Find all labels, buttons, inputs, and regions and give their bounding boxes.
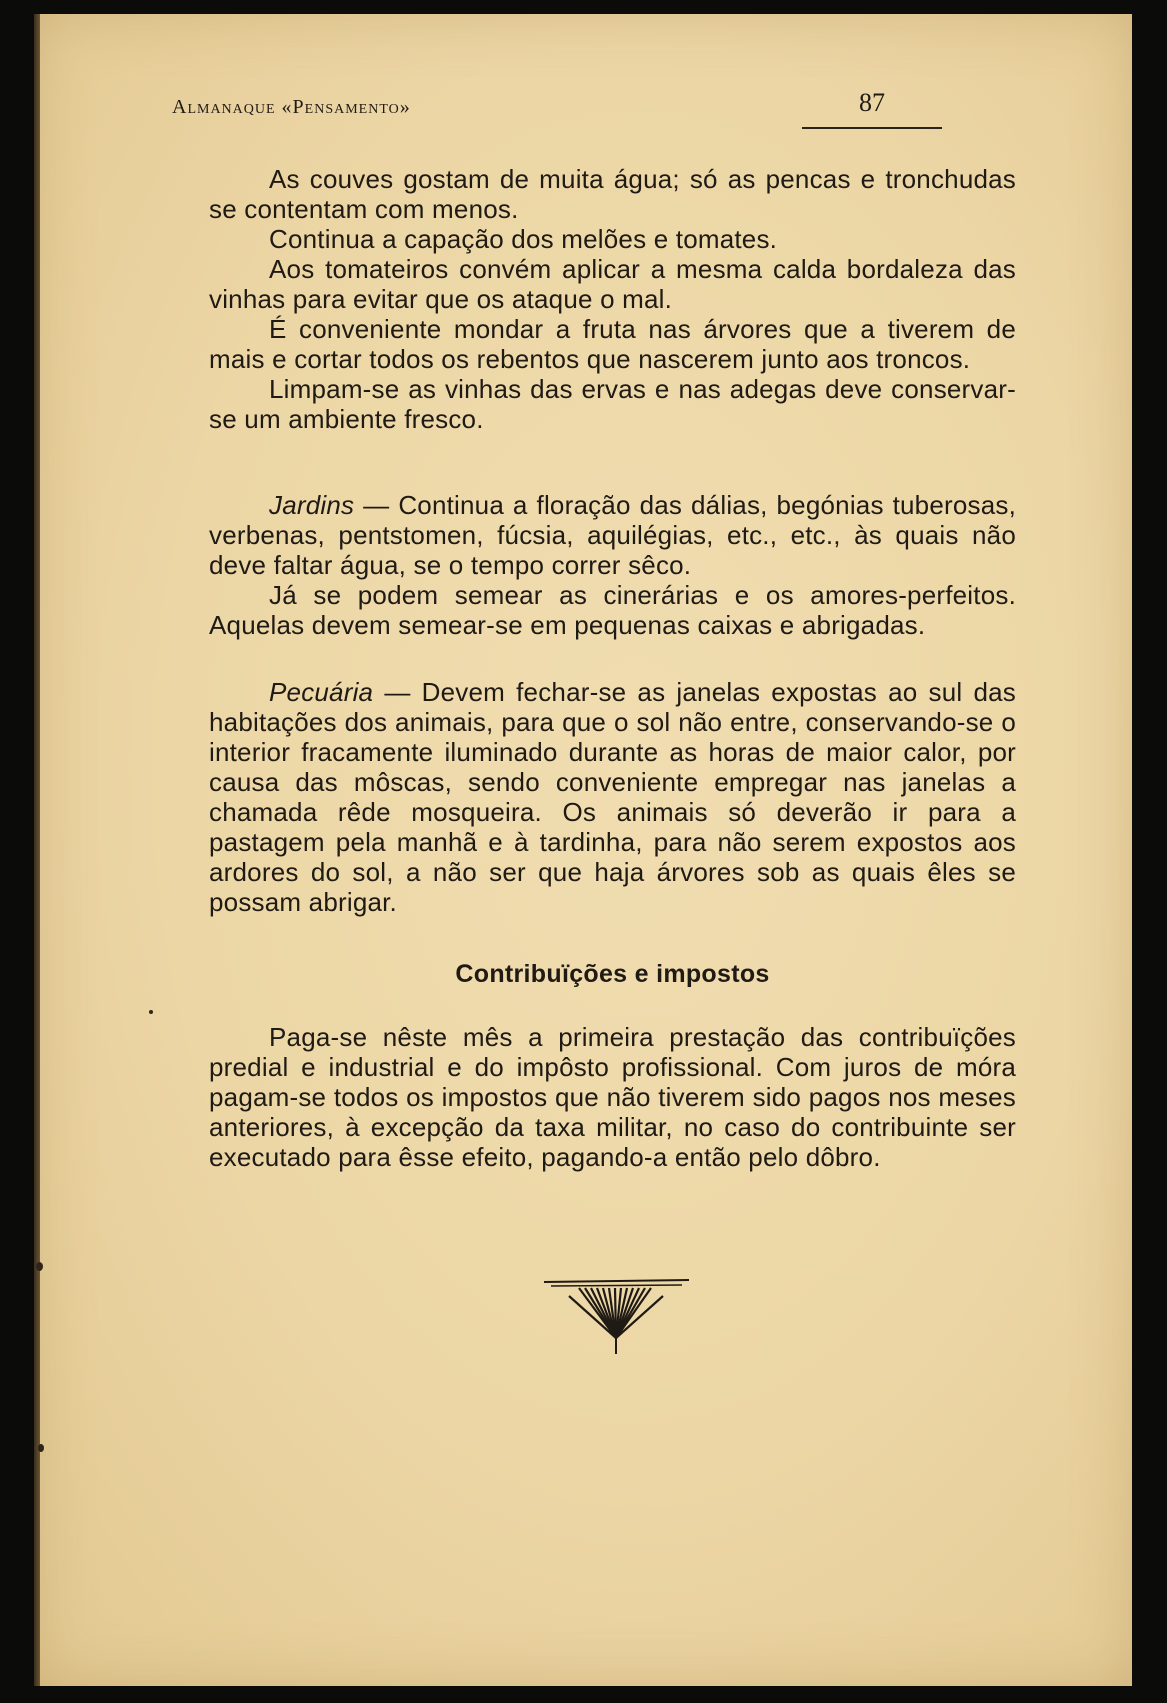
paragraph-mondar: É conveniente mondar a fruta nas árvores que a tiverem de mais e cortar todos os rebentos que nascerem junto aos troncos. — [209, 314, 1016, 374]
jardins-dash: — — [354, 490, 399, 520]
pecuaria-dash: — — [373, 677, 422, 707]
paragraph-tomateiros: Aos tomateiros convém aplicar a mesma calda bordaleza das vinhas para evitar que os ataque o mal. — [209, 254, 1016, 314]
fan-ornament-icon — [539, 1276, 694, 1356]
page-speck — [38, 1444, 44, 1452]
book-page — [34, 14, 1132, 1686]
jardins-block — [209, 490, 1016, 640]
running-header: Almanaque «Pensamento» — [172, 96, 411, 118]
paragraph-cinerarias: Já se podem semear as cinerárias e os amores-perfeitos. Aquelas devem semear-se em pequenas caixas e abrigadas. — [209, 580, 1016, 640]
page-number: 87 — [859, 88, 885, 117]
page-number-rule — [802, 127, 942, 129]
pecuaria-label: Pecuária — [269, 677, 374, 707]
garden-tasks-block — [209, 164, 1016, 434]
page-speck — [36, 1262, 43, 1271]
pecuaria-block — [209, 677, 1016, 917]
jardins-text: Continua a floração das dálias, begónias tuberosas, verbenas, pentstomen, fúcsia, aquilégias, etc., etc., às quais não deve faltar água, se o tempo correr sêco. — [209, 490, 1016, 580]
paragraph-couves: As couves gostam de muita água; só as pencas e tronchudas se contentam com menos. — [209, 164, 1016, 224]
paragraph-pecuaria — [209, 677, 1016, 917]
section-title: Contribuïções e impostos — [455, 960, 770, 988]
contribuicoes-block — [209, 1022, 1016, 1172]
paragraph-capacao: Continua a capação dos melões e tomates. — [269, 224, 778, 254]
paragraph-vinhas: Limpam-se as vinhas das ervas e nas adegas deve conservar-se um ambiente fresco. — [209, 374, 1016, 434]
page-speck — [149, 1010, 153, 1014]
page-spine — [34, 14, 40, 1686]
jardins-label: Jardins — [269, 490, 355, 520]
paragraph-jardins — [209, 490, 1016, 580]
pecuaria-text: Devem fechar-se as janelas expostas ao sul das habitações dos animais, para que o sol não entre, conservando-se o interior fracamente iluminado durante as horas de maior calor, por causa das môscas, sendo conveniente empregar nas janelas a chamada rêde mosqueira. Os animais só deverão ir para a pastagem pela manhã e à tardinha, para não serem expostos aos ardores do sol, a não ser que haja árvores sob as quais êles se possam abrigar. — [209, 677, 1016, 917]
paragraph-contribuicoes: Paga-se nêste mês a primeira prestação das contribuïções predial e industrial e do impôsto profissional. Com juros de móra pagam-se todos os impostos que não tiverem sido pagos nos meses anteriores, à excepção da taxa militar, no caso do contribuinte ser executado para êsse efeito, pagando-a então pelo dôbro. — [209, 1022, 1016, 1172]
